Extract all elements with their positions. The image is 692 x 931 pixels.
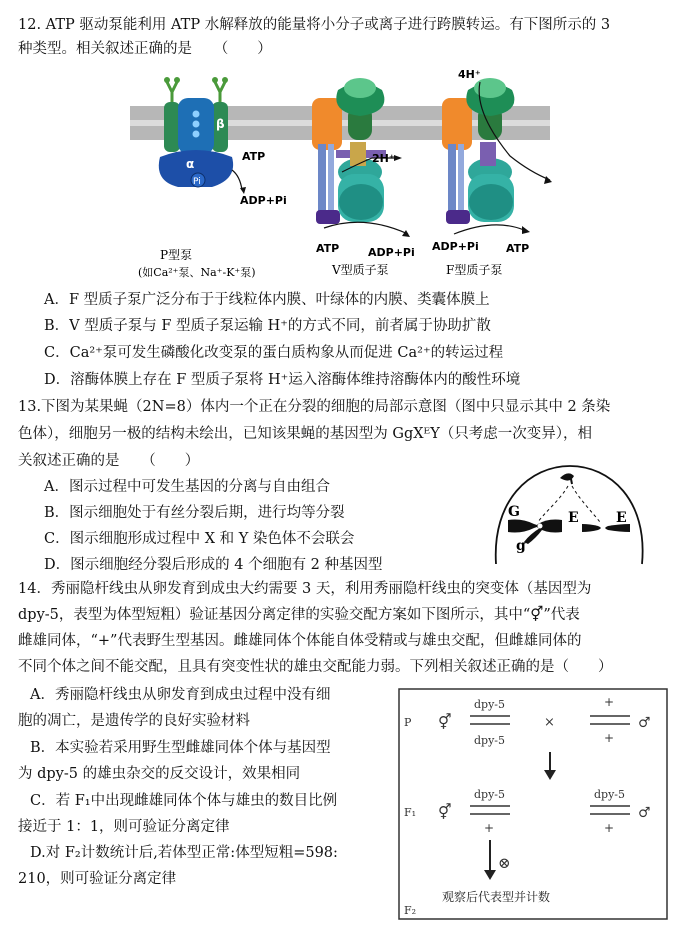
p-pump-sublabel: (如Ca²⁺泵、Na⁺-K⁺泵): [138, 266, 256, 279]
f1-male-symbol: ♂: [638, 805, 651, 821]
q14-stem-line3: 雌雄同体，“+”代表野生型基因。雌雄同体个体能自体受精或与雄虫交配，但雌雄同体的: [18, 633, 582, 649]
gene-e-right-label: E: [616, 510, 627, 526]
selfing-symbol: ⊗: [498, 854, 511, 872]
f1-hermaphrodite-symbol: ⚥: [438, 803, 452, 821]
q13-option-c: C．图示细胞形成过程中 X 和 Y 染色体不会联会: [44, 531, 355, 547]
beta-label: β: [216, 117, 225, 131]
q13-cell-figure: [490, 460, 650, 578]
q14-option-d-line1: D.对 F₂计数统计后,若体型正常:体型短粗=598:: [30, 845, 338, 861]
q14-option-b-line1: B．本实验若采用野生型雌雄同体个体与基因型: [30, 740, 331, 756]
f2-caption: 观察后代表型并计数: [442, 890, 551, 904]
p-plus-bottom: +: [604, 731, 615, 745]
p-hermaphrodite-symbol: ⚥: [438, 713, 452, 731]
p-plus-top: +: [604, 695, 615, 709]
q13-option-d: D．图示细胞经分裂后形成的 4 个细胞有 2 种基因型: [44, 557, 383, 573]
p-pump-label: P型泵: [160, 248, 193, 262]
q14-option-a-line2: 胞的凋亡，是遗传学的良好实验材料: [18, 713, 250, 729]
cross-symbol: ×: [544, 715, 555, 730]
f1-plus-left: +: [484, 821, 495, 835]
q13-option-a: A．图示过程中可发生基因的分离与自由组合: [44, 479, 330, 495]
p-male-symbol: ♂: [638, 715, 651, 731]
q12-stem-line2: 种类型。相关叙述正确的是 （ ）: [18, 41, 272, 57]
q13-stem-line2: 色体），细胞另一极的结构未绘出，已知该果蝇的基因型为 GgXᴱY（只考虑一次变异），相: [18, 426, 593, 442]
f-4h-label: 4H⁺: [458, 68, 481, 81]
f2-label: F₂: [404, 904, 417, 917]
q13-stem-line1: 13.下图为某果蝇（2N=8）体内一个正在分裂的细胞的局部示意图（图中只显示其中 2 条染: [18, 399, 611, 415]
q14-option-d-line2: 210，则可验证分离定律: [18, 871, 177, 887]
f1-plus-right: +: [604, 821, 615, 835]
gene-e-left-label: E: [568, 510, 579, 526]
alpha-label: α: [186, 157, 195, 171]
f-adp-label: ADP+Pi: [432, 240, 479, 253]
gene-g-lower-label: g: [516, 538, 526, 554]
q12-stem-line1: 12. ATP 驱动泵能利用 ATP 水解释放的能量将小分子或离子进行跨膜转运。有下图所示的 3: [18, 17, 611, 33]
q14-stem-line4: 不同个体之间不能交配，且具有突变性状的雄虫交配能力弱。下列相关叙述正确的是（ ）: [18, 659, 613, 675]
p-dpy5-bottom: dpy-5: [474, 734, 506, 747]
v-atp-label: ATP: [316, 242, 340, 255]
q12-option-d: D．溶酶体膜上存在 F 型质子泵将 H⁺运入溶酶体维持溶酶体内的酸性环境: [44, 372, 521, 388]
f-pump-label: F型质子泵: [446, 263, 503, 277]
q14-stem-line1: 14．秀丽隐杆线虫从卵发育到成虫大约需要 3 天，利用秀丽隐杆线虫的突变体（基因型为: [18, 581, 592, 597]
p-label: P: [404, 716, 412, 729]
q12-option-b: B．V 型质子泵与 F 型质子泵运输 H⁺的方式不同，前者属于协助扩散: [44, 318, 491, 334]
p-adp-label: ADP+Pi: [240, 194, 287, 207]
gene-g-upper-label: G: [508, 504, 520, 520]
q12-pump-figure: [120, 62, 560, 288]
f1-label: F₁: [404, 806, 417, 819]
pi-label: Pi: [193, 177, 201, 187]
q14-option-b-line2: 为 dpy-5 的雄虫杂交的反交设计，效果相同: [18, 766, 301, 782]
q12-option-c: C．Ca²⁺泵可发生磷酸化改变泵的蛋白质构象从而促进 Ca²⁺的转运过程: [44, 345, 504, 361]
f1-dpy5-right: dpy-5: [594, 788, 626, 801]
p-atp-label: ATP: [242, 150, 266, 163]
q12-option-a: A．F 型质子泵广泛分布于于线粒体内膜、叶绿体的内膜、类囊体膜上: [44, 292, 490, 308]
f-atp-label: ATP: [506, 242, 530, 255]
q14-cross-figure: [398, 688, 668, 920]
p-dpy5-top: dpy-5: [474, 698, 506, 711]
q14-option-c-line2: 接近于 1：1，则可验证分离定律: [18, 819, 230, 835]
q14-stem-line2: dpy-5，表型为体型短粗）验证基因分离定律的实验交配方案如下图所示，其中“⚥”代表: [18, 607, 580, 623]
v-adp-label: ADP+Pi: [368, 246, 415, 259]
q14-option-c-line1: C．若 F₁中出现雌雄同体个体与雄虫的数目比例: [30, 793, 338, 809]
q14-option-a-line1: A．秀丽隐杆线虫从卵发育到成虫过程中没有细: [30, 687, 331, 703]
q13-stem-line3: 关叙述正确的是 （ ）: [18, 453, 200, 469]
f-type-pump-icon: [442, 78, 514, 224]
q13-option-b: B．图示细胞处于有丝分裂后期，进行均等分裂: [44, 505, 345, 521]
f1-dpy5-left: dpy-5: [474, 788, 506, 801]
v-2h-label: 2H⁺: [372, 152, 395, 165]
v-type-pump-icon: [312, 78, 386, 224]
p-type-pump-icon: [159, 77, 233, 187]
v-pump-label: V型质子泵: [332, 263, 389, 277]
